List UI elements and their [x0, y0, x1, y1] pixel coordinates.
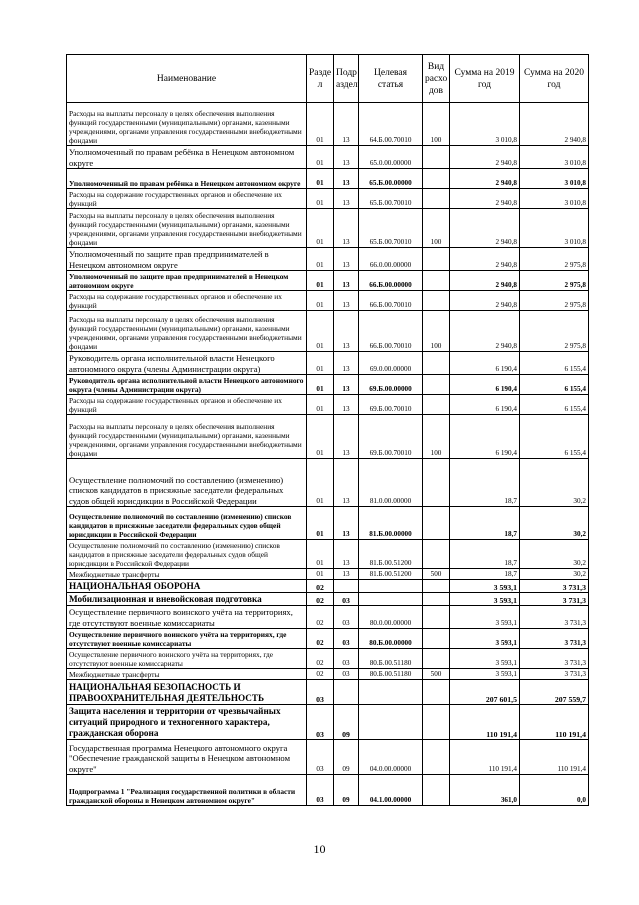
row-target-article: 66.Б.00.70010 [359, 291, 423, 311]
row-expense-type [423, 291, 450, 311]
row-sum-2020: 6 155,4 [520, 415, 589, 459]
row-target-article: 80.Б.00.00000 [359, 629, 423, 649]
row-target-article: 81.0.00.00000 [359, 459, 423, 507]
row-expense-type: 100 [423, 103, 450, 146]
table-row [67, 459, 589, 507]
row-section: 01 [307, 395, 334, 415]
row-target-article: 66.Б.00.70010 [359, 311, 423, 352]
row-section: 02 [307, 580, 334, 593]
row-section: 01 [307, 103, 334, 146]
row-sum-2020: 3 731,3 [520, 593, 589, 606]
row-target-article: 69.Б.00.70010 [359, 415, 423, 459]
header-section: Разде л [307, 55, 334, 103]
row-name: Расходы на содержание государственных органов и обеспечение их функций [67, 291, 307, 311]
table-row [67, 507, 589, 540]
row-target-article: 65.Б.00.70010 [359, 189, 423, 209]
row-name: Расходы на выплаты персоналу в целях обеспечения выполнения функций государственными (муниципальными) органами, казенными учреждениями, органами управления государственными внебюджетными фондами [67, 311, 307, 352]
row-sum-2020: 3 731,3 [520, 580, 589, 593]
row-expense-type: 500 [423, 569, 450, 580]
row-sum-2019: 18,7 [450, 569, 520, 580]
row-expense-type [423, 352, 450, 375]
page-number: 10 [313, 842, 326, 856]
row-section: 03 [307, 680, 334, 705]
row-sum-2019: 6 190,4 [450, 352, 520, 375]
table-row [67, 580, 589, 593]
row-sum-2020: 3 010,8 [520, 146, 589, 169]
header-sum-2019: Сумма на 2019 год [450, 55, 520, 103]
row-sum-2020: 6 155,4 [520, 395, 589, 415]
table-row [67, 352, 589, 375]
row-subsection: 13 [334, 375, 359, 395]
header-name: Наименование [67, 55, 307, 103]
row-sum-2019: 2 940,8 [450, 248, 520, 271]
row-sum-2020: 3 010,8 [520, 209, 589, 248]
table-row [67, 569, 589, 580]
row-section: 01 [307, 352, 334, 375]
row-section: 02 [307, 593, 334, 606]
row-sum-2020: 3 731,3 [520, 669, 589, 680]
row-section: 03 [307, 775, 334, 806]
row-target-article: 64.Б.00.70010 [359, 103, 423, 146]
table-row [67, 540, 589, 569]
row-target-article [359, 580, 423, 593]
row-name: Руководитель органа исполнительной власти Ненецкого автономного округа (члены Администрации округа) [67, 375, 307, 395]
row-sum-2019: 3 593,1 [450, 669, 520, 680]
row-sum-2019: 2 940,8 [450, 271, 520, 291]
table-header-row [67, 55, 589, 103]
row-subsection: 13 [334, 169, 359, 189]
row-subsection: 09 [334, 705, 359, 740]
table-row [67, 271, 589, 291]
row-sum-2019: 3 593,1 [450, 649, 520, 669]
table-row [67, 669, 589, 680]
row-name: Осуществление полномочий по составлению (изменению) списков кандидатов в присяжные заседатели федеральных судов общей юрисдикции в Российской Федерации [67, 540, 307, 569]
row-section: 01 [307, 569, 334, 580]
row-subsection: 13 [334, 146, 359, 169]
table-row [67, 680, 589, 705]
row-section: 01 [307, 507, 334, 540]
row-sum-2019: 3 593,1 [450, 593, 520, 606]
row-sum-2019: 3 593,1 [450, 629, 520, 649]
table-row [67, 169, 589, 189]
row-target-article: 69.Б.00.70010 [359, 395, 423, 415]
row-sum-2019: 3 593,1 [450, 580, 520, 593]
row-subsection: 13 [334, 352, 359, 375]
row-expense-type: 100 [423, 415, 450, 459]
row-sum-2019: 3 593,1 [450, 606, 520, 629]
row-subsection: 13 [334, 540, 359, 569]
row-sum-2019: 6 190,4 [450, 375, 520, 395]
row-section: 01 [307, 291, 334, 311]
row-target-article: 81.Б.00.51200 [359, 540, 423, 569]
row-section: 01 [307, 189, 334, 209]
row-name: НАЦИОНАЛЬНАЯ БЕЗОПАСНОСТЬ И ПРАВООХРАНИТЕЛЬНАЯ ДЕЯТЕЛЬНОСТЬ [67, 680, 307, 705]
row-name: Расходы на выплаты персоналу в целях обеспечения выполнения функций государственными (муниципальными) органами, казенными учреждениями, органами управления государственными внебюджетными фондами [67, 415, 307, 459]
row-expense-type [423, 775, 450, 806]
row-name: Уполномоченный по правам ребёнка в Ненецком автономном округе [67, 169, 307, 189]
row-expense-type [423, 649, 450, 669]
row-target-article [359, 593, 423, 606]
table-row [67, 146, 589, 169]
row-subsection: 03 [334, 593, 359, 606]
row-name: Уполномоченный по защите прав предпринимателей в Ненецком автономном округе [67, 248, 307, 271]
row-sum-2019: 3 010,8 [450, 103, 520, 146]
row-section: 01 [307, 169, 334, 189]
row-expense-type [423, 507, 450, 540]
row-subsection: 13 [334, 459, 359, 507]
row-sum-2020: 30,2 [520, 540, 589, 569]
row-name: Межбюджетные трансферты [67, 569, 307, 580]
row-name: Руководитель органа исполнительной власти Ненецкого автономного округа (члены Администрации округа) [67, 352, 307, 375]
row-expense-type [423, 680, 450, 705]
row-expense-type [423, 146, 450, 169]
row-sum-2020: 110 191,4 [520, 740, 589, 775]
table-row [67, 375, 589, 395]
row-subsection [334, 680, 359, 705]
row-expense-type [423, 629, 450, 649]
table-row [67, 209, 589, 248]
table-row [67, 311, 589, 352]
row-expense-type [423, 580, 450, 593]
row-target-article: 81.Б.00.51200 [359, 569, 423, 580]
row-sum-2019: 6 190,4 [450, 415, 520, 459]
row-sum-2020: 3 010,8 [520, 189, 589, 209]
row-section: 03 [307, 740, 334, 775]
row-subsection: 03 [334, 629, 359, 649]
row-subsection: 13 [334, 291, 359, 311]
row-name: Уполномоченный по правам ребёнка в Ненецком автономном округе [67, 146, 307, 169]
row-name: Подпрограмма 1 "Реализация государственной политики в области гражданской обороны в Ненецком автономном округе" [67, 775, 307, 806]
row-name: Расходы на содержание государственных органов и обеспечение их функций [67, 395, 307, 415]
row-section: 01 [307, 459, 334, 507]
row-sum-2020: 30,2 [520, 507, 589, 540]
row-sum-2019: 18,7 [450, 540, 520, 569]
row-section: 02 [307, 606, 334, 629]
table-row [67, 103, 589, 146]
row-name: НАЦИОНАЛЬНАЯ ОБОРОНА [67, 580, 307, 593]
row-name: Мобилизационная и вневойсковая подготовка [67, 593, 307, 606]
table-row [67, 629, 589, 649]
row-sum-2019: 110 191,4 [450, 705, 520, 740]
row-target-article [359, 705, 423, 740]
row-expense-type [423, 375, 450, 395]
row-subsection: 03 [334, 649, 359, 669]
row-expense-type [423, 395, 450, 415]
table-row [67, 740, 589, 775]
row-name: Осуществление первичного воинского учёта на территориях, где отсутствуют военные комиссариаты [67, 629, 307, 649]
row-subsection: 09 [334, 775, 359, 806]
row-name: Расходы на выплаты персоналу в целях обеспечения выполнения функций государственными (муниципальными) органами, казенными учреждениями, органами управления государственными внебюджетными фондами [67, 103, 307, 146]
row-expense-type [423, 189, 450, 209]
row-sum-2020: 6 155,4 [520, 375, 589, 395]
row-name: Расходы на выплаты персоналу в целях обеспечения выполнения функций государственными (муниципальными) органами, казенными учреждениями, органами управления государственными внебюджетными фондами [67, 209, 307, 248]
row-sum-2020: 6 155,4 [520, 352, 589, 375]
table-row [67, 705, 589, 740]
row-target-article: 66.0.00.00000 [359, 248, 423, 271]
row-sum-2020: 30,2 [520, 569, 589, 580]
row-sum-2019: 18,7 [450, 459, 520, 507]
row-name: Осуществление первичного воинского учёта на территориях, где отсутствуют военные комиссариаты [67, 649, 307, 669]
row-section: 01 [307, 375, 334, 395]
row-name: Государственная программа Ненецкого автономного округа "Обеспечение гражданской защиты в Ненецком автономном округе" [67, 740, 307, 775]
row-section: 01 [307, 540, 334, 569]
row-target-article: 80.0.00.00000 [359, 606, 423, 629]
row-section: 02 [307, 629, 334, 649]
row-target-article: 69.0.00.00000 [359, 352, 423, 375]
row-sum-2020: 3 731,3 [520, 649, 589, 669]
row-sum-2020: 2 975,8 [520, 271, 589, 291]
row-subsection: 13 [334, 103, 359, 146]
row-sum-2019: 6 190,4 [450, 395, 520, 415]
row-expense-type: 100 [423, 311, 450, 352]
table-row [67, 291, 589, 311]
row-sum-2019: 110 191,4 [450, 740, 520, 775]
row-sum-2020: 3 010,8 [520, 169, 589, 189]
row-sum-2019: 2 940,8 [450, 169, 520, 189]
row-target-article: 66.Б.00.00000 [359, 271, 423, 291]
row-sum-2020: 2 975,8 [520, 291, 589, 311]
row-name: Защита населения и территории от чрезвычайных ситуаций природного и техногенного характера, гражданская оборона [67, 705, 307, 740]
row-target-article: 65.Б.00.00000 [359, 169, 423, 189]
row-target-article: 04.0.00.00000 [359, 740, 423, 775]
row-sum-2020: 3 731,3 [520, 629, 589, 649]
row-subsection: 13 [334, 209, 359, 248]
row-section: 01 [307, 415, 334, 459]
row-target-article: 69.Б.00.00000 [359, 375, 423, 395]
row-subsection: 13 [334, 415, 359, 459]
row-target-article: 80.Б.00.51180 [359, 649, 423, 669]
row-section: 01 [307, 248, 334, 271]
row-subsection: 13 [334, 248, 359, 271]
row-sum-2019: 2 940,8 [450, 146, 520, 169]
row-section: 01 [307, 209, 334, 248]
table-row [67, 248, 589, 271]
row-name: Расходы на содержание государственных органов и обеспечение их функций [67, 189, 307, 209]
row-expense-type [423, 740, 450, 775]
row-sum-2020: 2 975,8 [520, 248, 589, 271]
table-row [67, 593, 589, 606]
row-expense-type [423, 540, 450, 569]
row-sum-2020: 207 559,7 [520, 680, 589, 705]
row-expense-type [423, 169, 450, 189]
table-row [67, 395, 589, 415]
row-subsection [334, 580, 359, 593]
row-subsection: 13 [334, 311, 359, 352]
row-sum-2019: 361,0 [450, 775, 520, 806]
row-name: Осуществление полномочий по составлению (изменению) списков кандидатов в присяжные заседатели федеральных судов общей юрисдикции в Российской Федерации [67, 507, 307, 540]
row-sum-2019: 2 940,8 [450, 189, 520, 209]
row-target-article: 81.Б.00.00000 [359, 507, 423, 540]
row-expense-type [423, 705, 450, 740]
row-expense-type [423, 271, 450, 291]
row-name: Уполномоченный по защите прав предпринимателей в Ненецком автономном округе [67, 271, 307, 291]
row-section: 02 [307, 649, 334, 669]
row-sum-2020: 3 731,3 [520, 606, 589, 629]
table-row [67, 189, 589, 209]
row-target-article [359, 680, 423, 705]
row-section: 03 [307, 705, 334, 740]
row-target-article: 80.Б.00.51180 [359, 669, 423, 680]
row-subsection: 03 [334, 606, 359, 629]
row-sum-2020: 30,2 [520, 459, 589, 507]
row-expense-type: 500 [423, 669, 450, 680]
row-sum-2020: 110 191,4 [520, 705, 589, 740]
row-name: Межбюджетные трансферты [67, 669, 307, 680]
row-subsection: 13 [334, 189, 359, 209]
row-expense-type [423, 459, 450, 507]
row-sum-2020: 2 975,8 [520, 311, 589, 352]
table-row [67, 606, 589, 629]
header-expense-type: Вид расхо дов [423, 55, 450, 103]
row-sum-2019: 2 940,8 [450, 209, 520, 248]
row-expense-type [423, 593, 450, 606]
budget-table [66, 54, 589, 806]
row-section: 01 [307, 311, 334, 352]
row-subsection: 09 [334, 740, 359, 775]
row-sum-2020: 0,0 [520, 775, 589, 806]
row-sum-2019: 207 601,5 [450, 680, 520, 705]
row-target-article: 65.0.00.00000 [359, 146, 423, 169]
row-section: 02 [307, 669, 334, 680]
row-expense-type [423, 248, 450, 271]
row-sum-2019: 2 940,8 [450, 311, 520, 352]
row-subsection: 03 [334, 669, 359, 680]
table-body [67, 103, 589, 806]
header-target-article: Целевая статья [359, 55, 423, 103]
row-section: 01 [307, 146, 334, 169]
row-subsection: 13 [334, 507, 359, 540]
header-sum-2020: Сумма на 2020 год [520, 55, 589, 103]
row-expense-type: 100 [423, 209, 450, 248]
row-target-article: 04.1.00.00000 [359, 775, 423, 806]
row-name: Осуществление первичного воинского учёта на территориях, где отсутствуют военные комиссариаты [67, 606, 307, 629]
row-section: 01 [307, 271, 334, 291]
row-name: Осуществление полномочий по составлению (изменению) списков кандидатов в присяжные заседатели федеральных судов общей юрисдикции в Российской Федерации [67, 459, 307, 507]
table-row [67, 649, 589, 669]
table-row [67, 415, 589, 459]
table-row [67, 775, 589, 806]
row-sum-2020: 2 940,8 [520, 103, 589, 146]
row-subsection: 13 [334, 271, 359, 291]
row-subsection: 13 [334, 395, 359, 415]
header-subsection: Подр аздел [334, 55, 359, 103]
row-expense-type [423, 606, 450, 629]
row-subsection: 13 [334, 569, 359, 580]
row-target-article: 65.Б.00.70010 [359, 209, 423, 248]
row-sum-2019: 2 940,8 [450, 291, 520, 311]
row-sum-2019: 18,7 [450, 507, 520, 540]
